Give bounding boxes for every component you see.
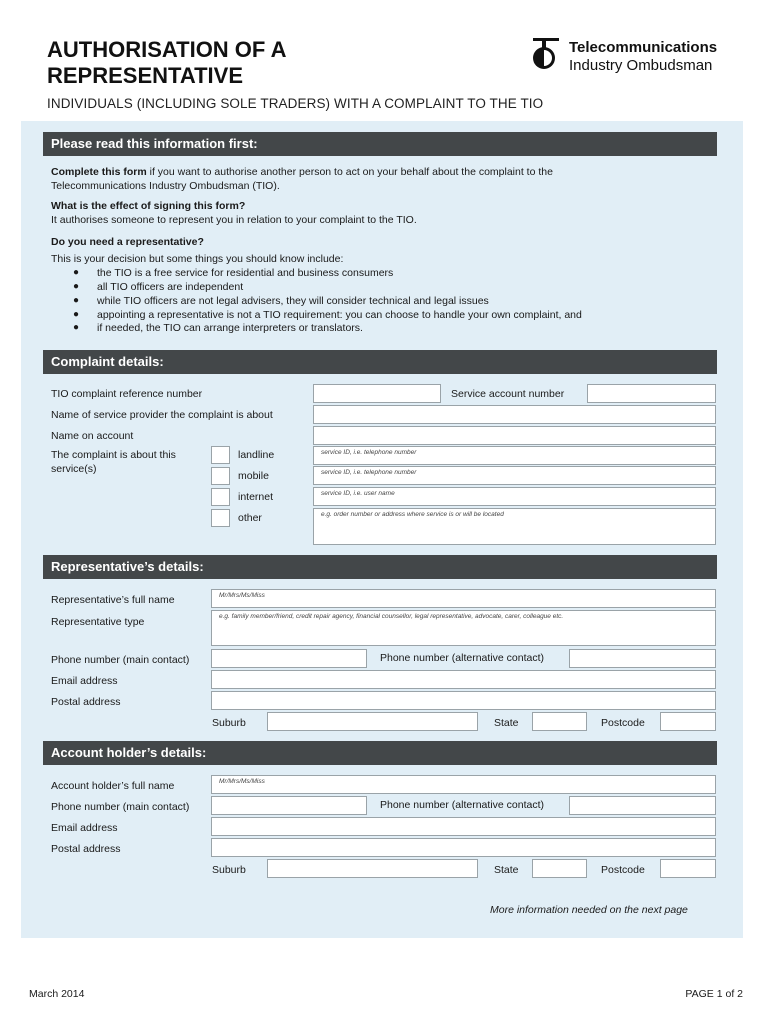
complaint-section-heading: Complaint details: [43, 350, 717, 374]
rep-state-field[interactable] [532, 712, 587, 731]
rep-email-label: Email address [51, 675, 118, 687]
ah-postal-field[interactable] [211, 838, 716, 857]
landline-hint: service ID, i.e. telephone number [321, 449, 417, 456]
info-complete-line2: Telecommunications Industry Ombudsman (TIO). [51, 180, 280, 192]
footer-page-number: PAGE 1 of 2 [685, 988, 743, 1000]
bullet-dot-icon: ● [73, 309, 80, 320]
complaint-about-label: The complaint is about this [51, 449, 176, 461]
rep-type-label: Representative type [51, 616, 145, 628]
mobile-checkbox[interactable] [211, 467, 230, 485]
bullet-dot-icon: ● [73, 322, 80, 333]
ah-email-field[interactable] [211, 817, 716, 836]
mobile-label: mobile [238, 470, 269, 482]
rep-state-label: State [494, 717, 519, 729]
internet-service-field[interactable] [313, 487, 716, 506]
landline-service-field[interactable] [313, 446, 716, 465]
other-service-field[interactable] [313, 508, 716, 545]
tio-logo [531, 38, 751, 78]
mobile-service-field[interactable] [313, 466, 716, 485]
mobile-hint: service ID, i.e. telephone number [321, 469, 417, 476]
internet-checkbox[interactable] [211, 488, 230, 506]
complaint-about-label-2: service(s) [51, 463, 97, 475]
service-provider-field[interactable] [313, 405, 716, 424]
tio-ref-label: TIO complaint reference number [51, 388, 203, 400]
rep-postal-label: Postal address [51, 696, 121, 708]
rep-phone-alt-label: Phone number (alternative contact) [380, 652, 545, 664]
rep-postcode-field[interactable] [660, 712, 716, 731]
ah-suburb-label: Suburb [212, 864, 246, 876]
rep-phone-alt-field[interactable] [569, 649, 716, 668]
ah-phone-main-field[interactable] [211, 796, 367, 815]
ah-email-label: Email address [51, 822, 118, 834]
rep-suburb-field[interactable] [267, 712, 478, 731]
internet-hint: service ID, i.e. user name [321, 490, 395, 497]
service-account-label: Service account number [451, 388, 565, 400]
service-account-field[interactable] [587, 384, 716, 403]
name-on-account-label: Name on account [51, 430, 134, 442]
rep-suburb-label: Suburb [212, 717, 246, 729]
ah-state-field[interactable] [532, 859, 587, 878]
internet-label: internet [238, 491, 274, 503]
other-label: other [238, 512, 262, 524]
ah-postcode-label: Postcode [601, 864, 645, 876]
rep-email-field[interactable] [211, 670, 716, 689]
ah-full-name-field[interactable] [211, 775, 716, 794]
ah-phone-main-label: Phone number (main contact) [51, 801, 190, 813]
logo-text-line2: Industry Ombudsman [569, 57, 713, 74]
page-title: AUTHORISATION OF A REPRESENTATIVE [47, 37, 286, 88]
ah-suburb-field[interactable] [267, 859, 478, 878]
tio-logo-icon [531, 38, 563, 74]
landline-checkbox[interactable] [211, 446, 230, 464]
info-complete-text [51, 166, 553, 178]
footer-date: March 2014 [29, 988, 85, 1000]
ah-full-name-label: Account holder’s full name [51, 780, 175, 792]
service-provider-label: Name of service provider the complaint is about [51, 409, 273, 421]
bullet-dot-icon: ● [73, 295, 80, 306]
account-holder-section-heading: Account holder’s details: [43, 741, 717, 765]
ah-state-label: State [494, 864, 519, 876]
ah-phone-alt-field[interactable] [569, 796, 716, 815]
tio-ref-field[interactable] [313, 384, 441, 403]
other-hint: e.g. order number or address where service is or will be located [321, 511, 504, 518]
rep-type-field[interactable] [211, 610, 716, 646]
page-subtitle: INDIVIDUALS (INCLUDING SOLE TRADERS) WITH A COMPLAINT TO THE TIO [47, 96, 544, 111]
logo-text-line1: Telecommunications [569, 39, 718, 56]
info-complete-bold: Complete this form [51, 166, 147, 178]
info-effect-answer: It authorises someone to represent you in relation to your complaint to the TIO. [51, 214, 417, 226]
info-section-heading: Please read this information first: [43, 132, 717, 156]
ah-postal-label: Postal address [51, 843, 121, 855]
landline-label: landline [238, 449, 275, 461]
rep-full-name-hint: Mr/Mrs/Ms/Miss [219, 592, 265, 599]
ah-full-name-hint: Mr/Mrs/Ms/Miss [219, 778, 265, 785]
bullet-dot-icon: ● [73, 267, 80, 278]
name-on-account-field[interactable] [313, 426, 716, 445]
rep-phone-main-field[interactable] [211, 649, 367, 668]
info-effect-question: What is the effect of signing this form? [51, 200, 246, 212]
more-info-note: More information needed on the next page [490, 904, 688, 916]
info-need-question: Do you need a representative? [51, 236, 204, 248]
rep-full-name-field[interactable] [211, 589, 716, 608]
rep-full-name-label: Representative’s full name [51, 594, 175, 606]
rep-postcode-label: Postcode [601, 717, 645, 729]
rep-type-hint: e.g. family member/friend, credit repair agency, financial counsellor, legal representative, advocate, carer, colleague etc. [219, 613, 564, 620]
info-need-answer: This is your decision but some things you should know include: [51, 253, 344, 265]
rep-postal-field[interactable] [211, 691, 716, 710]
rep-phone-main-label: Phone number (main contact) [51, 654, 190, 666]
ah-postcode-field[interactable] [660, 859, 716, 878]
info-complete-rest: if you want to authorise another person to act on your behalf about the complaint to the [146, 166, 553, 178]
representative-section-heading: Representative’s details: [43, 555, 717, 579]
ah-phone-alt-label: Phone number (alternative contact) [380, 799, 545, 811]
bullet-dot-icon: ● [73, 281, 80, 292]
other-checkbox[interactable] [211, 509, 230, 527]
